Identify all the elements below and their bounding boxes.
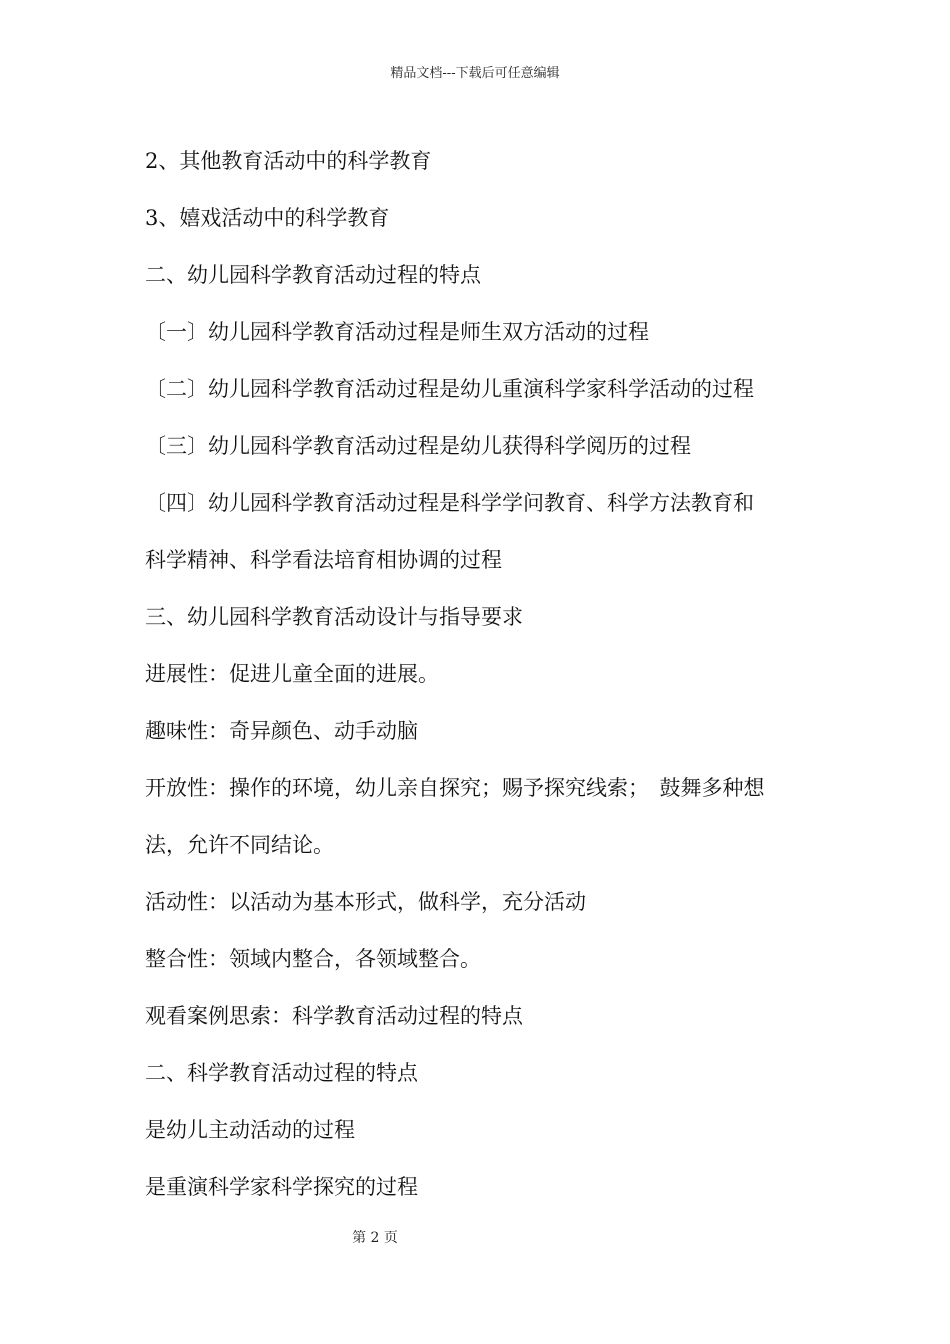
principle-openness-continued: 法，允许不同结论。 <box>145 833 334 857</box>
principle-interest: 趣味性：奇异颜色、动手动脑 <box>145 719 418 743</box>
section-heading-features: 二、幼儿园科学教育活动过程的特点 <box>145 263 481 287</box>
feature-reenact-process: 是重演科学家科学探究的过程 <box>145 1175 418 1199</box>
list-item-3: 〔三〕幼儿园科学教育活动过程是幼儿获得科学阅历的过程 <box>145 434 691 458</box>
principle-activity: 活动性：以活动为基本形式，做科学，充分活动 <box>145 890 586 914</box>
principle-integration: 整合性：领域内整合，各领域整合。 <box>145 947 481 971</box>
principle-openness: 开放性：操作的环境，幼儿亲自探究；赐予探究线索； 鼓舞多种想 <box>145 776 765 800</box>
page-header: 精品文档---下载后可任意编辑 <box>390 66 560 81</box>
document-body <box>145 133 810 1216</box>
line-play-activities: 3、嬉戏活动中的科学教育 <box>145 206 390 230</box>
principle-development: 进展性：促进儿童全面的进展。 <box>145 662 439 686</box>
list-item-4-continued: 科学精神、科学看法培育相协调的过程 <box>145 548 502 572</box>
line-other-activities: 2、其他教育活动中的科学教育 <box>145 149 432 173</box>
list-item-2: 〔二〕幼儿园科学教育活动过程是幼儿重演科学家科学活动的过程 <box>145 377 754 401</box>
case-reflection: 观看案例思索：科学教育活动过程的特点 <box>145 1004 523 1028</box>
section-heading-design: 三、幼儿园科学教育活动设计与指导要求 <box>145 605 523 629</box>
feature-active-process: 是幼儿主动活动的过程 <box>145 1118 355 1142</box>
section-heading-features-2: 二、科学教育活动过程的特点 <box>145 1061 418 1085</box>
list-item-1: 〔一〕幼儿园科学教育活动过程是师生双方活动的过程 <box>145 320 649 344</box>
page-number: 第 2 页 <box>352 1230 398 1246</box>
list-item-4: 〔四〕幼儿园科学教育活动过程是科学学问教育、科学方法教育和 <box>145 491 754 515</box>
